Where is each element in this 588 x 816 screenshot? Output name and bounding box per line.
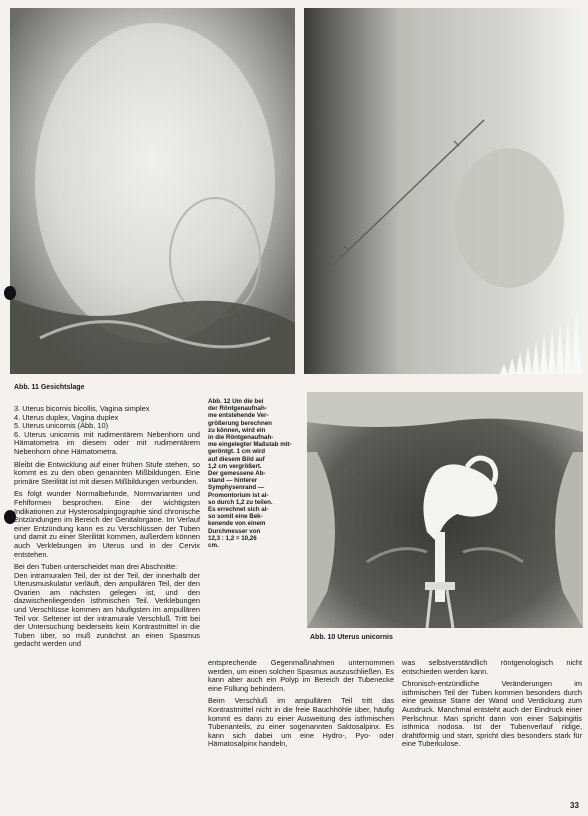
caption-line: Symphysenrand — xyxy=(208,484,265,492)
caption-line: Durchmesser von xyxy=(208,527,261,535)
binding-hole-top xyxy=(4,286,16,300)
caption-line: stand — hinterer xyxy=(208,477,258,485)
caption-line: 1,2 cm vergrößert. xyxy=(208,462,262,470)
caption-line: Abb. 12 Um die bei xyxy=(208,398,264,405)
caption-line: Der gemessene Ab- xyxy=(208,470,266,478)
list-item: 6. Uterus unicornis mit rudimentärem Nebenhorn und Hämatometra im diesem oder mit rudimentärem Nebenhorn ohne Hämatometra. xyxy=(14,429,200,456)
caption-line: so durch 1,2 zu teilen. xyxy=(208,498,273,506)
right-text-column xyxy=(402,659,582,753)
caption-line: cm. xyxy=(208,542,219,550)
figure-11-xray xyxy=(10,8,295,374)
middle-text-column xyxy=(208,659,394,753)
caption-line: zu können, wird ein xyxy=(208,426,266,434)
paragraph: entsprechende Gegenmaßnahmen unternommen werden, um einen solchen Spasmus auszuschließen. Es kann aber auch ein Polyp im Bereich der Tubenecke eine Füllung behindern. xyxy=(208,658,394,693)
caption-line: auf diesem Bild auf xyxy=(208,455,265,463)
caption-line: geröntgt. 1 cm wird xyxy=(208,448,266,456)
left-text-column xyxy=(14,405,200,653)
caption-line: so somit eine Bek- xyxy=(208,513,263,521)
list-item: 3. Uterus bicornis bicollis, Vagina simplex xyxy=(14,404,150,413)
list-item: 4. Uterus duplex, Vagina duplex xyxy=(14,412,119,422)
figure-12-caption xyxy=(208,398,296,549)
figure-10-xray xyxy=(307,392,583,628)
caption-line: der Röntgenaufnah- xyxy=(208,405,267,413)
caption-line: größerung berechnen xyxy=(208,419,272,427)
paragraph: Es folgt wunder Normalbefunde, Normvarianten und Fehlformen besprochen. Eine der wichtigsten Indikationen zur Hysterosalpingographie sind chronische Entzündungen im Bereich der Genitalorgane. Im Verlauf einer Entzündung kann es zu Verschlüssen der Tuben und damit zu einer Sterilität kommen, außerdem können auch Verklebungen im Uterus und in der Cervix entstehen. xyxy=(14,489,200,559)
figure-12-xray xyxy=(304,8,582,374)
caption-line: in die Röntgenaufnah- xyxy=(208,434,274,442)
figure-10-caption: Abb. 10 Uterus unicornis xyxy=(310,634,393,641)
caption-line: Promontorium ist al- xyxy=(208,491,269,499)
caption-line: 12,3 : 1,2 = 10,26 xyxy=(208,534,257,542)
paragraph: was selbstverständlich röntgenologisch nicht entschieden werden kann. xyxy=(402,658,582,676)
caption-line: kenende von einem xyxy=(208,520,266,528)
paragraph: Chronisch-entzündliche Veränderungen im isthmischen Teil der Tuben kommen besonders durch eine gewisse Starre der Wand und Verdickung zum Ausdruck. Manchmal entsteht auch der Eindruck einer Perlschnur. Man spricht dann von einer Salpingitis isthmica nodosa. Ist der Tubenverlauf ridige, drahtförmig und starr, spricht dies besonders stark für eine Tuberkulose. xyxy=(402,679,582,749)
paragraph: Bei den Tuben unterscheidet man drei Abschnitte: xyxy=(14,562,178,572)
paragraph: Bleibt die Entwicklung auf einer frühen Stufe stehen, so kommt es zu den oben genannten Mißbildungen. Eine primäre Sterilität ist mit diesen Mißbildungen verbunden. xyxy=(14,459,200,486)
caption-line: me entstehende Ver- xyxy=(208,412,269,420)
caption-line: Es errechnet sich al- xyxy=(208,506,269,514)
list-item: 5. Uterus unicornis (Abb. 10) xyxy=(14,421,109,431)
figure-11-caption: Abb. 11 Gesichtslage xyxy=(14,384,85,391)
paragraph: Beim Verschluß im ampullären Teil tritt das Kontrastmittel nicht in die freie Bauchhöhle über, häufig kommt es dann zu einer Ausweitung des isthmischen Tubenanteils, zu einer sogenannten Saktosalpinx. Es kann sich dabei um eine Hydro-, Pyo- oder Hämatosalpinx handeln, xyxy=(208,696,394,749)
page-number: 33 xyxy=(570,801,579,810)
caption-line: me eingelegter Maßstab mit- xyxy=(208,441,292,449)
paragraph: Den intramuralen Teil, der ist der Teil, der innerhalb der Uterusmuskulatur verläuft, den ampullären Teil, der den Ovarien am nächsten gelegen ist, und den dazwischenliegenden isthmischen Teil. Verklebungen und Verschlüsse kommen am häufigsten im ampullären Teil vor. Seltener ist der intramurale Verschluß. Tritt bei der Untersuchung beiderseits kein Kontrastmittel in die Tuben über, so muß zunächst an einen Spasmus gedacht werden und xyxy=(14,570,200,649)
